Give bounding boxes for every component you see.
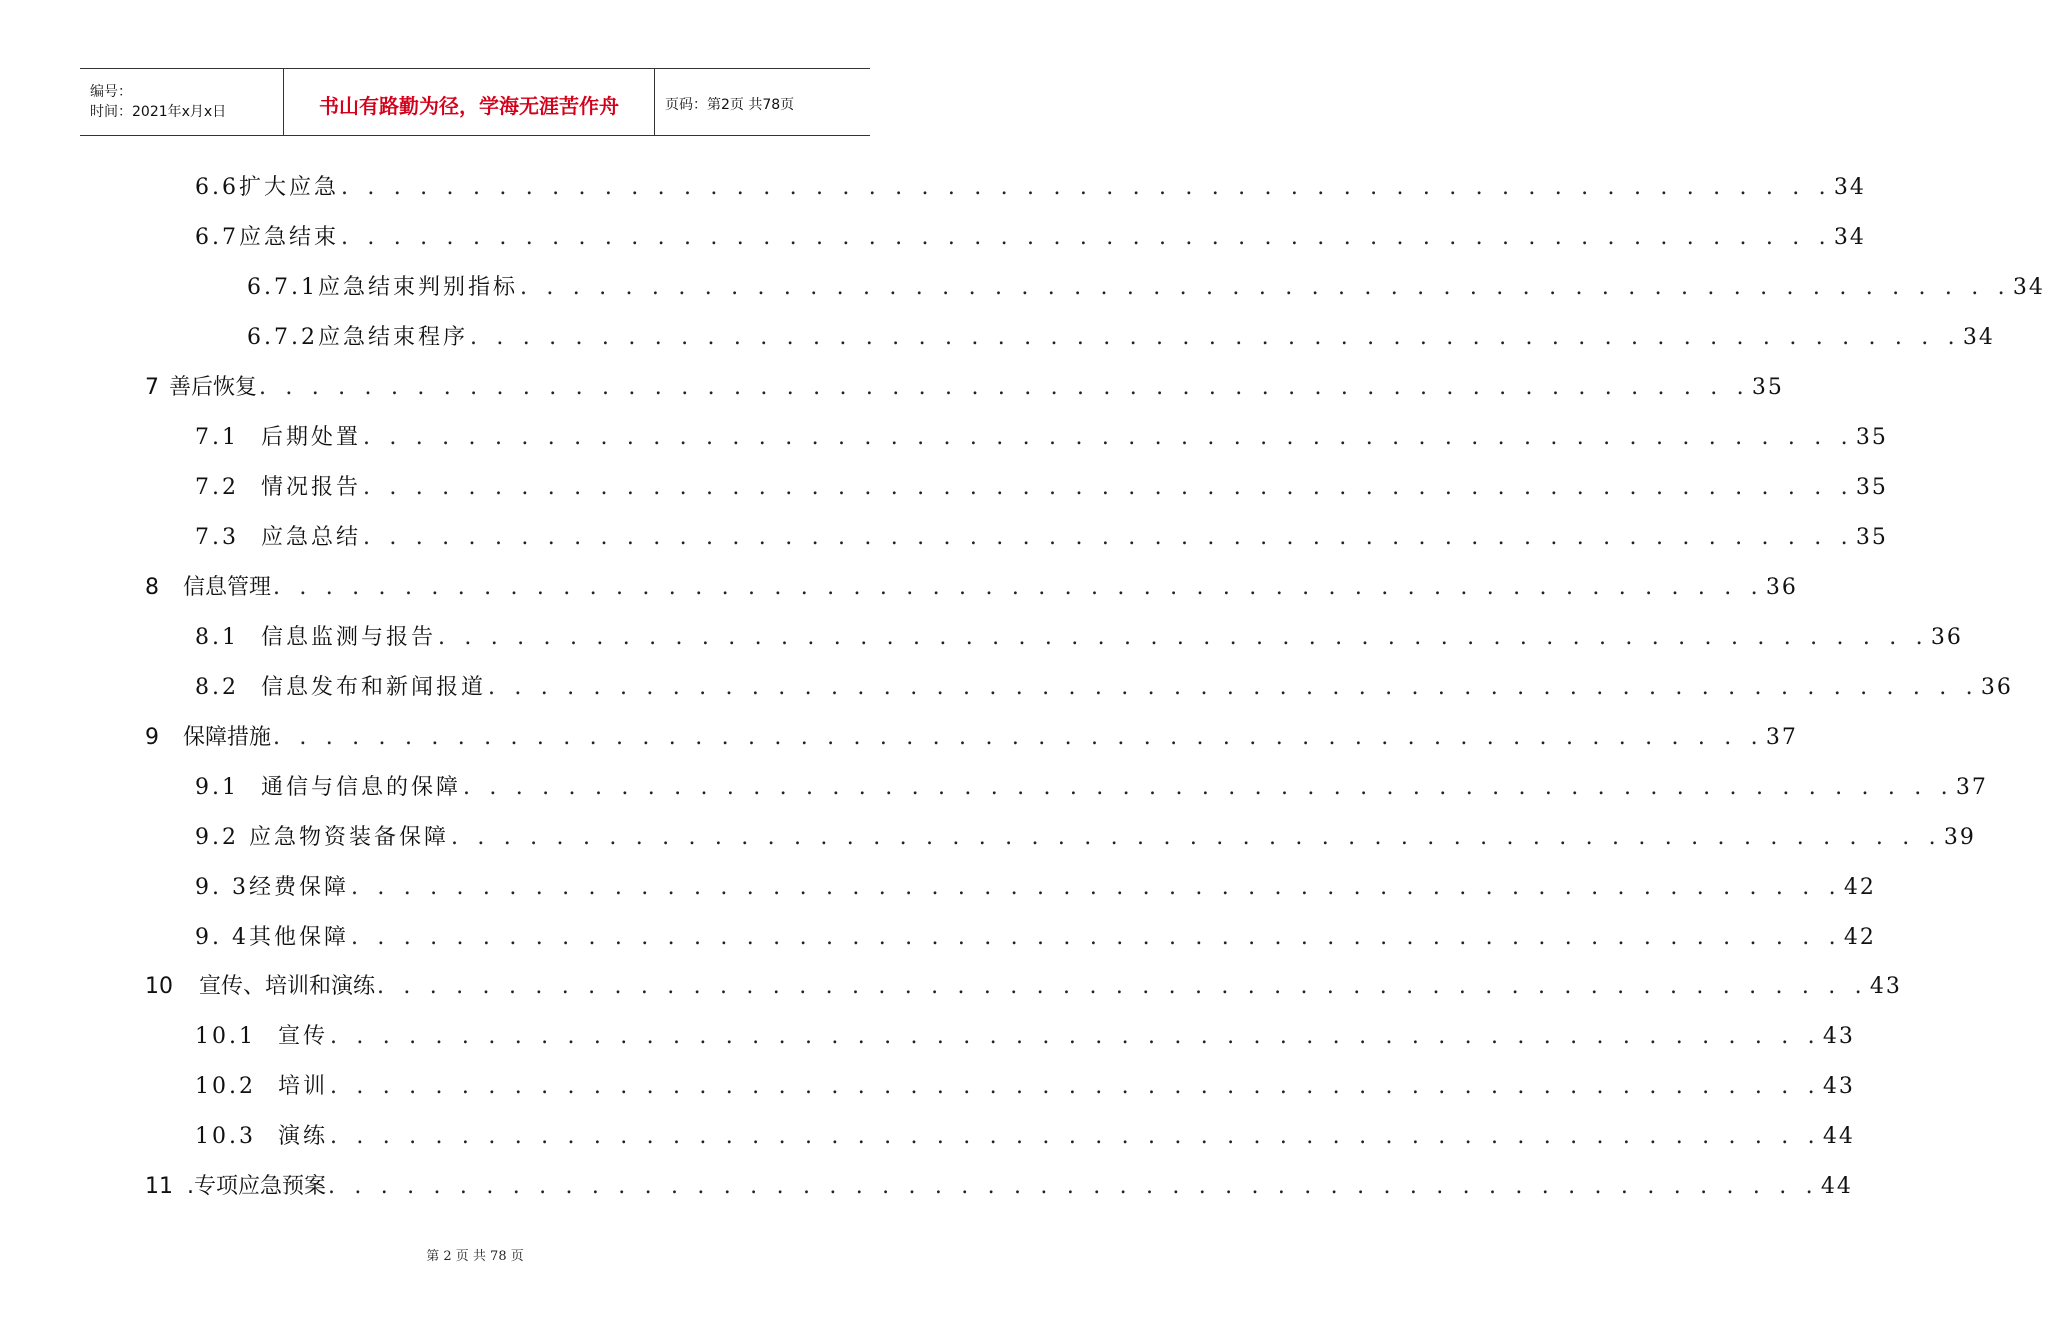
toc-entry-number: 7.3 xyxy=(195,525,239,550)
toc-entry-page: 43 xyxy=(1822,1074,1855,1099)
toc-entry-label: 应急结束判别指标 xyxy=(317,275,518,300)
toc-entry-page: 37 xyxy=(1765,725,1798,750)
toc-entry[interactable] xyxy=(195,766,1988,802)
toc-entry-number: 7.1 xyxy=(195,425,239,450)
toc-entry-number: 7 xyxy=(145,375,159,400)
toc-leader-dots: . . . . . . . . . . . . . . . . . . . . . . . . . . . . . . . . . . . . . . . . . . . . . . . . . . . . . . . . . xyxy=(488,675,1979,700)
toc-entry[interactable] xyxy=(195,916,1876,952)
toc-entry-label: 信息监测与报告 xyxy=(261,625,437,650)
toc-entry-label: 演练 xyxy=(277,1124,328,1149)
toc-entry[interactable] xyxy=(145,1165,1853,1201)
toc-entry-label: 宣传、培训和演练 xyxy=(199,974,376,999)
toc-entry-page: 34 xyxy=(1833,175,1866,200)
toc-entry-label: 情况报告 xyxy=(261,475,362,500)
toc-entry[interactable] xyxy=(145,566,1798,602)
toc-entry[interactable] xyxy=(195,1115,1855,1151)
toc-leader-dots: . . . . . . . . . . . . . . . . . . . . . . . . . . . . . . . . . . . . . . . . . . . . . . . . . . . . . . . . . xyxy=(330,1074,1821,1099)
toc-entry-page: 39 xyxy=(1943,825,1976,850)
toc-entry-label: 保障措施 xyxy=(183,725,272,750)
toc-entry-page: 36 xyxy=(1980,675,2013,700)
toc-entry[interactable] xyxy=(195,1015,1855,1051)
toc-entry[interactable] xyxy=(247,266,2045,302)
toc-entry-label: .专项应急预案 xyxy=(187,1174,326,1199)
toc-entry[interactable] xyxy=(195,466,1888,502)
toc-leader-dots: . . . . . . . . . . . . . . . . . . . . . . . . . . . . . . . . . . . . . . . . . . . . . . . . . . . . . . . . . xyxy=(273,725,1764,750)
toc-entry-page: 36 xyxy=(1765,575,1798,600)
toc-leader-dots: . . . . . . . . . . . . . . . . . . . . . . . . . . . . . . . . . . . . . . . . . . . . . . . . . . . . . . . . . xyxy=(463,775,1954,800)
toc-leader-dots: . . . . . . . . . . . . . . . . . . . . . . . . . . . . . . . . . . . . . . . . . . . . . . . . . . . . . . . . . xyxy=(363,525,1854,550)
toc-entry-number: 9.1 xyxy=(195,775,239,800)
toc-entry-page: 35 xyxy=(1751,375,1784,400)
toc-leader-dots: . . . . . . . . . . . . . . . . . . . . . . . . . . . . . . . . . . . . . . . . . . . . . . . . . . . . . . . . . xyxy=(451,825,1942,850)
toc-entry-label: 善后恢复 xyxy=(169,375,258,400)
toc-entry-number: 9. 3 xyxy=(195,875,249,900)
page-footer: 第 2 页 共 78 页 xyxy=(426,1249,524,1264)
toc-entry-number: 8.2 xyxy=(195,675,239,700)
toc-entry[interactable] xyxy=(195,866,1876,902)
toc-entry[interactable] xyxy=(195,516,1888,552)
toc-leader-dots: . . . . . . . . . . . . . . . . . . . . . . . . . . . . . . . . . . . . . . . . . . . . . . . . . . . . . . . . . xyxy=(328,1174,1819,1199)
toc-leader-dots: . . . . . . . . . . . . . . . . . . . . . . . . . . . . . . . . . . . . . . . . . . . . . . . . . . . . . . . . . xyxy=(363,475,1854,500)
toc-entry-number: 6.6 xyxy=(195,175,239,200)
toc-entry-number: 10.3 xyxy=(195,1124,256,1149)
toc-entry-label: 扩大应急 xyxy=(239,175,340,200)
toc-leader-dots: . . . . . . . . . . . . . . . . . . . . . . . . . . . . . . . . . . . . . . . . . . . . . . . . . . . . . . . . . xyxy=(377,974,1868,999)
toc-entry-page: 42 xyxy=(1843,925,1876,950)
toc-entry-page: 37 xyxy=(1955,775,1988,800)
toc-entry-number: 9.2 xyxy=(195,825,239,850)
toc-leader-dots: . . . . . . . . . . . . . . . . . . . . . . . . . . . . . . . . . . . . . . . . . . . . . . . . . . . . . . . . . xyxy=(438,625,1929,650)
toc-leader-dots: . . . . . . . . . . . . . . . . . . . . . . . . . . . . . . . . . . . . . . . . . . . . . . . . . . . . . . . . . xyxy=(363,425,1854,450)
toc-entry-number: 11 xyxy=(145,1174,173,1199)
toc-leader-dots: . . . . . . . . . . . . . . . . . . . . . . . . . . . . . . . . . . . . . . . . . . . . . . . . . . . . . . . . . xyxy=(259,375,1750,400)
toc-entry-number: 9 xyxy=(145,725,159,750)
toc-leader-dots: . . . . . . . . . . . . . . . . . . . . . . . . . . . . . . . . . . . . . . . . . . . . . . . . . . . . . . . . . xyxy=(273,575,1764,600)
toc-entry-number: 10.1 xyxy=(195,1024,256,1049)
toc-entry-page: 34 xyxy=(1833,225,1866,250)
toc-entry-page: 42 xyxy=(1843,875,1876,900)
toc-leader-dots: . . . . . . . . . . . . . . . . . . . . . . . . . . . . . . . . . . . . . . . . . . . . . . . . . . . . . . . . . xyxy=(330,1124,1821,1149)
toc-entry[interactable] xyxy=(145,716,1798,752)
toc-entry[interactable] xyxy=(195,666,2013,702)
toc-entry-page: 35 xyxy=(1855,525,1888,550)
toc-entry-number: 7.2 xyxy=(195,475,239,500)
toc-entry[interactable] xyxy=(195,216,1866,252)
toc-entry-label: 后期处置 xyxy=(261,425,362,450)
toc-entry-number: 9. 4 xyxy=(195,925,249,950)
toc-entry[interactable] xyxy=(247,316,1995,352)
toc-entry-label: 其他保障 xyxy=(248,925,349,950)
toc-entry-page: 34 xyxy=(2012,275,2045,300)
toc-entry[interactable] xyxy=(145,366,1784,402)
toc-entry[interactable] xyxy=(195,416,1888,452)
toc-leader-dots: . . . . . . . . . . . . . . . . . . . . . . . . . . . . . . . . . . . . . . . . . . . . . . . . . . . . . . . . . xyxy=(520,275,2011,300)
toc-entry[interactable] xyxy=(195,166,1866,202)
toc-entry-number: 6.7.2 xyxy=(247,325,318,350)
toc-entry-page: 34 xyxy=(1962,325,1995,350)
toc-entry-page: 43 xyxy=(1822,1024,1855,1049)
toc-entry-label: 经费保障 xyxy=(248,875,349,900)
toc-leader-dots: . . . . . . . . . . . . . . . . . . . . . . . . . . . . . . . . . . . . . . . . . . . . . . . . . . . . . . . . . xyxy=(341,175,1832,200)
toc-entry-label: 应急结束程序 xyxy=(317,325,468,350)
toc-entry-number: 6.7.1 xyxy=(247,275,318,300)
time-label: 时间：2021年x月x日 xyxy=(90,104,227,120)
toc-entry[interactable] xyxy=(145,965,1902,1001)
toc-entry-label: 通信与信息的保障 xyxy=(261,775,462,800)
toc-entry-number: 8 xyxy=(145,575,159,600)
toc-entry-page: 44 xyxy=(1822,1124,1855,1149)
toc-entry-number: 6.7 xyxy=(195,225,239,250)
toc-entry-label: 应急总结 xyxy=(261,525,362,550)
toc-entry[interactable] xyxy=(195,616,1963,652)
number-label: 编号： xyxy=(90,84,132,100)
toc-entry-page: 44 xyxy=(1820,1174,1853,1199)
toc-leader-dots: . . . . . . . . . . . . . . . . . . . . . . . . . . . . . . . . . . . . . . . . . . . . . . . . . . . . . . . . . xyxy=(351,875,1842,900)
toc-entry-page: 43 xyxy=(1869,974,1902,999)
toc-entry[interactable] xyxy=(195,1065,1855,1101)
toc-entry-page: 35 xyxy=(1855,425,1888,450)
toc-entry-number: 10 xyxy=(145,974,173,999)
toc-entry-page: 35 xyxy=(1855,475,1888,500)
header-motto: 书山有路勤为径，学海无涯苦作舟 xyxy=(283,69,655,135)
toc-entry-number: 8.1 xyxy=(195,625,239,650)
toc-entry-label: 应急物资装备保障 xyxy=(249,825,450,850)
toc-leader-dots: . . . . . . . . . . . . . . . . . . . . . . . . . . . . . . . . . . . . . . . . . . . . . . . . . . . . . . . . . xyxy=(341,225,1832,250)
toc-entry-number: 10.2 xyxy=(195,1074,256,1099)
toc-leader-dots: . . . . . . . . . . . . . . . . . . . . . . . . . . . . . . . . . . . . . . . . . . . . . . . . . . . . . . . . . xyxy=(470,325,1961,350)
toc-entry-label: 应急结束 xyxy=(239,225,340,250)
toc-entry-label: 信息管理 xyxy=(183,575,272,600)
toc-leader-dots: . . . . . . . . . . . . . . . . . . . . . . . . . . . . . . . . . . . . . . . . . . . . . . . . . . . . . . . . . xyxy=(330,1024,1821,1049)
header-page-info: 页码：第2页 共78页 xyxy=(665,97,795,113)
toc-entry-page: 36 xyxy=(1930,625,1963,650)
toc-leader-dots: . . . . . . . . . . . . . . . . . . . . . . . . . . . . . . . . . . . . . . . . . . . . . . . . . . . . . . . . . xyxy=(351,925,1842,950)
toc-entry-label: 培训 xyxy=(277,1074,328,1099)
toc-entry-label: 信息发布和新闻报道 xyxy=(261,675,487,700)
toc-entry-label: 宣传 xyxy=(277,1024,328,1049)
toc-entry[interactable] xyxy=(195,816,1976,852)
